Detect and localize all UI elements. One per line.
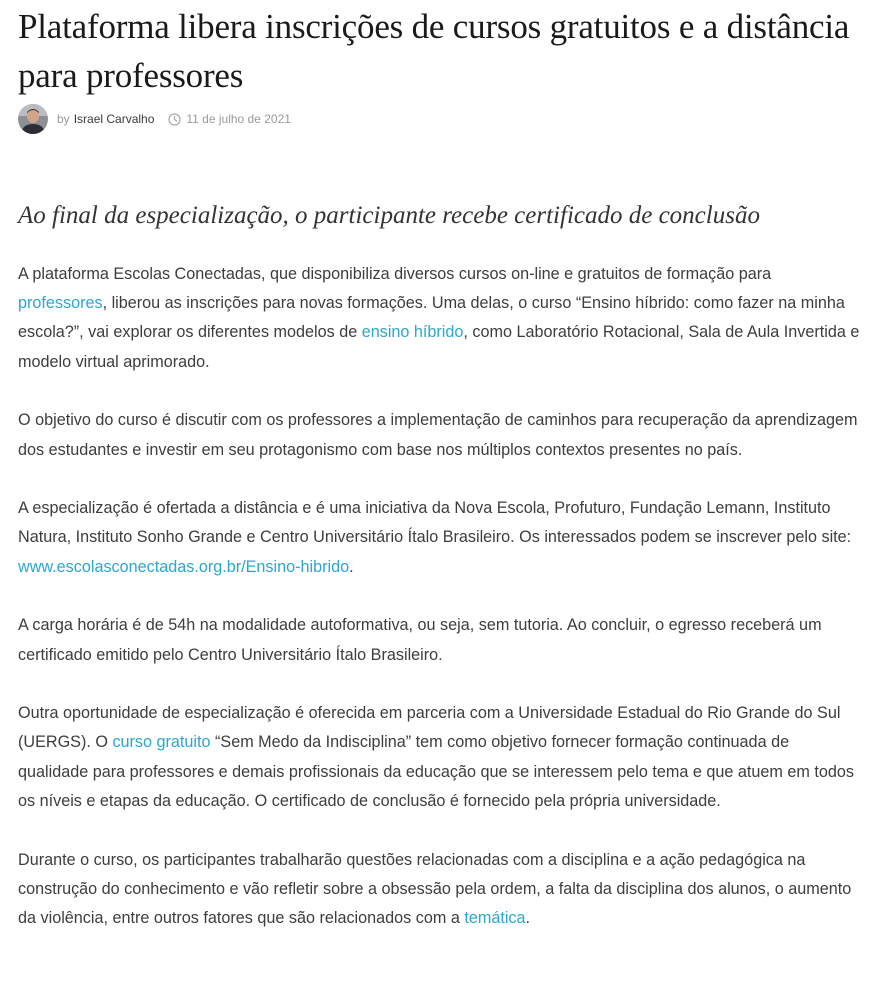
paragraph-3 [18,494,861,582]
paragraph-text: A especialização é ofertada a distância e é uma iniciativa da Nova Escola, Profuturo, Fundação Lemann, Instituto Natura, Instituto Sonho Grande e Centro Universitário Ítalo Brasileiro. Os interessados podem se inscrever pelo site: [18,499,852,547]
paragraph-text: . [349,557,354,576]
paragraph-text: , como Laboratório Rotacional, Sala de Aula Invertida e modelo virtual aprimorado. [18,323,860,371]
link-curso-gratuito[interactable]: curso gratuito [112,733,211,752]
clock-icon [168,113,181,126]
paragraph-text: , liberou as inscrições para novas formações. Uma delas, o curso “Ensino híbrido: como fazer na minha escola?”, vai explorar os diferentes modelos de [18,294,845,342]
paragraph-text: . [525,908,531,927]
paragraph-6 [18,846,861,934]
date-text: 11 de julho de 2021 [186,112,291,126]
paragraph-4: A carga horária é de 54h na modalidade autoformativa, ou seja, sem tutoria. Ao concluir, o egresso receberá um certificado emitido pelo Centro Universitário Ítalo Brasileiro. [18,616,822,664]
paragraph-text: Durante o curso, os participantes trabalharão questões relacionadas com a disciplina e a ação pedagógica na construção do conhecimento e vão refletir sobre a obsessão pela ordem, a falta da disciplina dos alunos, o aumento da violência, entre outros fatores que são relacionados com a [18,850,852,927]
paragraph-2: O objetivo do curso é discutir com os professores a implementação de caminhos para recuperação da aprendizagem dos estudantes e investir em seu protagonismo com base nos múltiplos contextos presentes no país. [18,411,858,459]
link-escolas-conectadas[interactable]: www.escolasconectadas.org.br/Ensino-hibrido [18,557,350,576]
paragraph-text: A plataforma Escolas Conectadas, que disponibiliza diversos cursos on-line e gratuitos de formação para [18,265,772,283]
article-title: Plataforma libera inscrições de cursos gratuitos e a distância para professores [18,7,850,95]
link-tematica[interactable]: temática [464,908,526,927]
paragraph-text: “Sem Medo da Indisciplina” tem como objetivo fornecer formação continuada de qualidade para professores e demais profissionais da educação que se interessem pelo tema e que atuem em todos os níveis e etapas da educação. O certificado de conclusão é fornecido pela própria universidade. [18,733,854,810]
article-meta [18,102,861,136]
paragraph-1 [18,260,861,377]
paragraph-text: Outra oportunidade de especialização é oferecida em parceria com a Universidade Estadual do Rio Grande do Sul (UERGS). O [18,704,841,752]
link-ensino-hibrido[interactable]: ensino híbrido [361,323,464,342]
author-link[interactable]: Israel Carvalho [73,112,155,126]
paragraph-5 [18,699,861,816]
publish-date [168,112,291,126]
author-avatar[interactable] [18,104,48,134]
link-professores[interactable]: professores [18,294,103,313]
article-subtitle: Ao final da especialização, o participante recebe certificado de conclusão [18,202,760,229]
by-label: by [57,112,70,126]
